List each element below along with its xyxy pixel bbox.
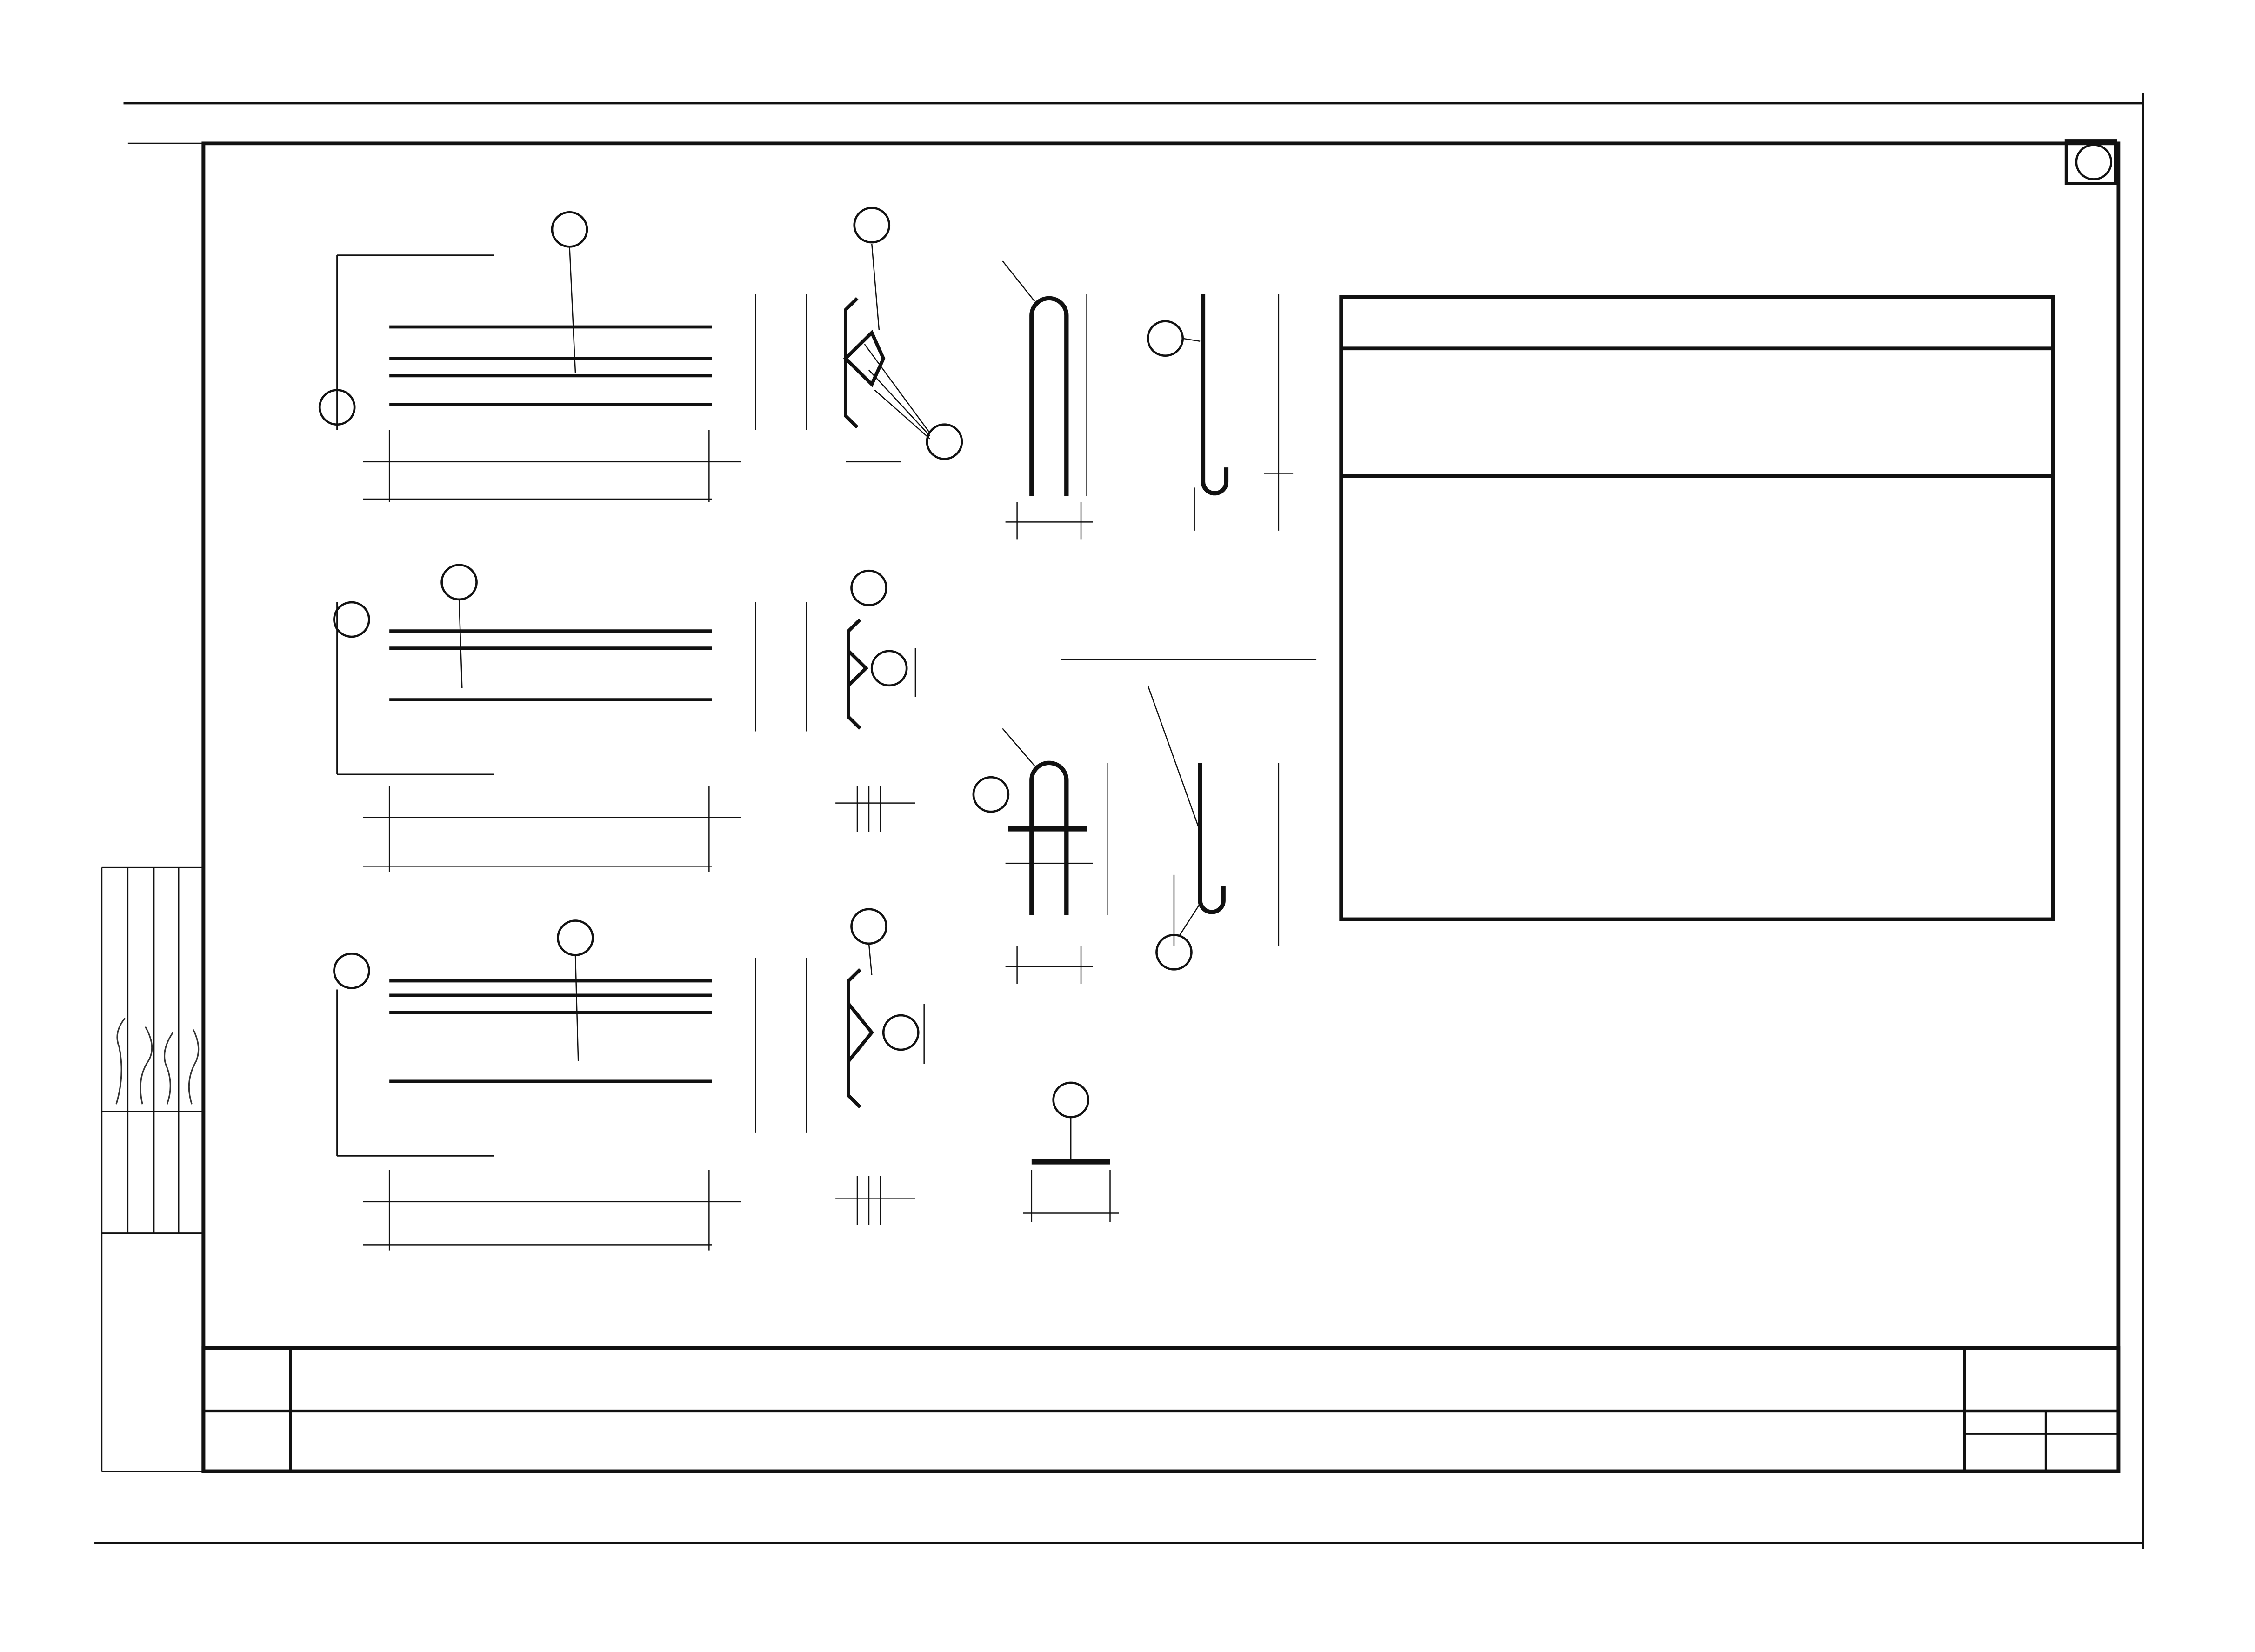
drawing-p2 bbox=[974, 659, 1316, 984]
sheet-frame bbox=[94, 93, 2143, 1549]
drawing-c6 bbox=[320, 208, 962, 502]
spec-table bbox=[1341, 297, 2053, 919]
signatures bbox=[116, 1018, 199, 1104]
title-block bbox=[203, 1348, 2118, 1471]
sheet-number bbox=[2066, 140, 2115, 184]
side-stamp bbox=[116, 1018, 199, 1104]
drawing-p1 bbox=[1002, 261, 1293, 539]
drawing-c7 bbox=[334, 565, 915, 872]
drawing-c8 bbox=[334, 909, 924, 1251]
drawing-oc1 bbox=[1023, 1083, 1119, 1222]
